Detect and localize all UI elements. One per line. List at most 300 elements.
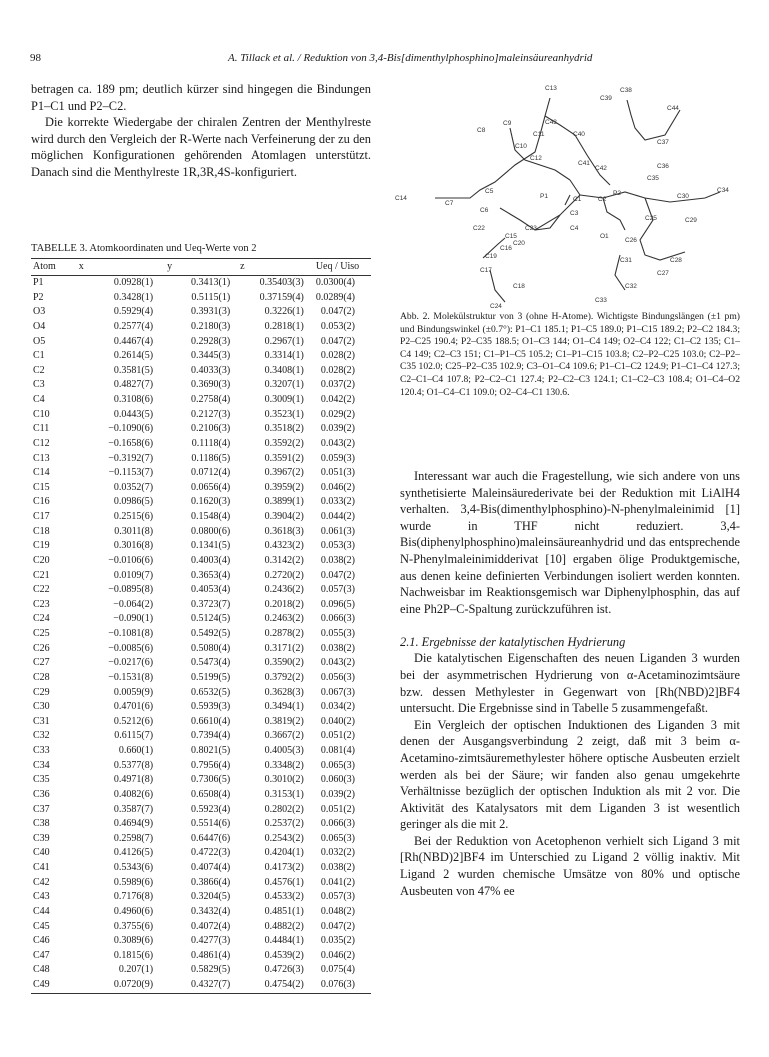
table-cell: O5 [33,335,46,347]
table-cell: C22 [33,584,50,596]
table-cell: 0.2463(2) [264,613,304,625]
table-row [31,876,371,891]
table-cell: P2 [33,291,44,303]
table-cell: −0.1090(6) [108,423,154,435]
table-row [31,583,371,598]
table-cell: 0.040(2) [320,715,355,727]
table-cell: C38 [33,818,50,830]
table-row [31,554,371,569]
page-header [30,52,737,70]
table-cell: 0.046(2) [320,949,355,961]
table-cell: 0.3010(2) [264,774,304,786]
table-cell: 0.3494(1) [264,701,304,713]
table-cell: 0.3518(2) [264,423,304,435]
table-cell: 0.4971(8) [113,774,154,786]
table-cell: 0.065(3) [320,832,355,844]
table-cell: 0.4074(4) [190,862,231,873]
table-cell: C31 [33,715,50,727]
atom-label: C18 [513,283,525,290]
running-head: A. Tillack et al. / Reduktion von 3,4-Bis[dimenthylphosphino]maleinsäureanhydrid [228,52,593,64]
table-cell: 0.0289(4) [315,291,355,303]
table-cell: 0.3016(8) [113,540,154,552]
table-cell: C35 [33,774,50,786]
table-cell: C13 [33,452,50,464]
atom-label: C23 [525,225,537,232]
table-cell: 0.2967(1) [264,335,304,347]
table-cell: 0.6447(6) [190,832,231,844]
table-cell: 0.3523(1) [264,408,304,420]
table-cell: 0.4323(2) [264,540,304,552]
table-cell: 0.043(2) [320,437,355,449]
atom-label: C34 [717,187,729,194]
table-cell: 0.059(3) [320,452,355,464]
table-row [31,846,371,861]
table-row [31,291,371,306]
table-row [31,817,371,832]
table-cell: 0.4861(4) [190,949,231,961]
table-cell: 0.3591(2) [264,452,304,464]
table-cell: 0.060(3) [320,774,355,786]
th-y: y [165,259,238,276]
table-row [31,539,371,554]
table-cell: 0.039(2) [320,423,355,435]
table-cell: 0.038(2) [320,862,355,873]
table-cell: 0.044(2) [320,511,355,522]
right-para-4 [400,833,740,899]
left-para-2 [31,114,371,180]
table-cell: 0.5492(5) [190,628,231,639]
atom-label: C24 [490,303,502,310]
atom-label: C15 [505,233,517,240]
table-row [31,320,371,335]
table-cell: 0.4851(1) [264,905,304,917]
table-cell: 0.039(2) [320,788,355,800]
molecule-figure [395,80,740,310]
table-cell: C49 [31,978,77,993]
table-cell: 0.6532(5) [190,686,231,698]
table-cell: 0.0986(5) [113,496,154,508]
table-row [31,963,371,978]
table-cell: 0.3445(3) [190,350,231,362]
table-cell: 0.3348(2) [264,759,304,771]
table-row [31,949,371,964]
table-cell: C18 [33,525,50,537]
table-cell: 0.3314(1) [264,350,304,362]
table-cell: 0.2758(4) [190,394,231,405]
atom-label: C38 [620,87,632,94]
table-cell: 0.065(3) [320,759,355,771]
table-cell: 0.3866(4) [190,876,231,888]
table-cell: C21 [33,569,50,581]
table-row [31,466,371,481]
table-cell: 0.1548(4) [190,511,231,522]
atom-label: C20 [513,240,525,247]
table-cell: 0.1620(3) [190,496,231,508]
atom-label: C4 [570,225,579,232]
table-cell: 0.6610(4) [190,715,231,727]
atom-label: C10 [515,143,527,150]
table-cell: C45 [33,920,50,932]
table-cell: 0.2515(6) [113,511,154,522]
table-cell: −0.064(2) [113,598,154,610]
table-row [31,378,371,393]
table-row [31,349,371,364]
table-row [31,642,371,657]
atom-label: C1 [573,196,582,203]
table-cell: 0.2598(7) [113,832,154,844]
figure-caption-block [400,311,740,399]
atom-label: C2 [598,196,607,203]
table-cell: 0.075(4) [320,964,355,976]
left-para-1: betragen ca. 189 pm; deutlich kürzer sind hingegen die Bindungen P1–C1 und P2–C2. [31,82,371,113]
table-cell: 0.3653(4) [190,569,231,581]
table-cell: 0.4694(9) [113,818,154,830]
table-cell: 0.4277(3) [190,935,231,947]
table-cell: 0.053(2) [320,320,355,332]
table-cell: C2 [33,364,45,376]
table-cell: 0.3207(1) [264,379,304,391]
table-cell: 0.042(2) [320,394,355,405]
atom-label: C28 [670,257,682,264]
atom-label: C27 [657,270,669,277]
table-cell: 0.3904(2) [264,511,304,522]
table-row [31,510,371,525]
table-row [31,671,371,686]
table-cell: C33 [33,745,50,756]
right-para-2-text: Die katalytischen Eigenschaften des neuen Liganden 3 wurden bei der asymmetrischen Hydrierung von α-Acetaminozimtsäure bzw. dessen Methylester in Gegenwart von [Rh(NBD)2]BF4 untersucht. Die Ergebnisse sind in Tabelle 5 zusammengefaßt. [400,651,740,716]
atom-label: C43 [545,119,557,126]
atom-label: C17 [480,267,492,274]
table-cell: 0.2802(2) [264,803,304,815]
atom-label: C40 [573,131,585,138]
table-cell: 0.4539(2) [264,949,304,961]
page-number: 98 [30,52,41,64]
table-cell: C42 [33,876,50,888]
table-cell: 0.057(3) [320,891,355,903]
table-cell: 0.5929(4) [113,306,154,318]
table-cell: C12 [33,437,50,449]
table-cell: 0.3667(2) [264,730,304,742]
atom-label: C14 [395,195,407,202]
table-cell: 0.047(2) [320,306,355,318]
table-cell: 0.5829(5) [190,964,231,976]
table-row [31,408,371,423]
table-cell: 0.3142(2) [264,554,304,566]
table-cell: 0.7306(5) [190,774,231,786]
table-cell: C34 [33,759,50,771]
table-cell: 0.1341(5) [190,540,231,552]
th-u: Ueq / Uiso [314,259,371,276]
right-para-3 [400,717,740,833]
table-cell: 0.4126(5) [113,847,154,859]
table-cell: −0.0895(8) [108,584,154,596]
table-cell: 0.4722(3) [190,847,231,859]
table-cell: 0.5343(6) [113,862,154,873]
table-cell: 0.056(3) [320,671,355,683]
table-cell: C46 [33,935,50,947]
table-cell: 0.1118(4) [191,437,231,449]
table-row [31,569,371,584]
table-cell: 0.3628(3) [264,686,304,698]
atom-label: C22 [473,225,485,232]
table-row [31,612,371,627]
table-cell: C41 [33,862,50,873]
table-cell: 0.3428(1) [113,291,154,303]
table-cell: −0.1658(6) [108,437,154,449]
table-cell: C37 [33,803,50,815]
table-row [31,788,371,803]
table-cell: 0.4327(7) [165,978,238,993]
table-cell: 0.5923(4) [190,803,231,815]
table-cell: −0.0085(6) [108,642,154,654]
right-para-2 [400,650,740,716]
table-cell: 0.3723(7) [190,598,231,610]
table-cell: O4 [33,320,46,332]
table-cell: C1 [33,350,45,362]
table-cell: C30 [33,701,50,713]
table-row [31,920,371,935]
atom-label: P2 [613,190,621,197]
atom-label: C9 [503,120,512,127]
table-row [31,364,371,379]
right-column [400,468,740,899]
table-cell: C11 [33,423,50,435]
table-cell: 0.3226(1) [264,306,304,318]
table-row [31,393,371,408]
table-cell: 0.032(2) [320,847,355,859]
table-cell: 0.3089(6) [113,935,154,947]
table-cell: 0.2127(3) [190,408,231,420]
atom-label: C39 [600,95,612,102]
atom-label: C31 [620,257,632,264]
table-cell: 0.4533(2) [264,891,304,903]
table-cell: 0.207(1) [118,964,154,976]
table-cell: 0.3931(3) [190,306,231,318]
table-cell: 0.4827(7) [113,379,154,391]
table-cell: 0.2614(5) [113,350,154,362]
table-cell: 0.2180(3) [190,320,231,332]
table-cell: 0.066(3) [320,613,355,625]
table-cell: 0.4726(3) [264,964,304,976]
table-cell: 0.5080(4) [190,642,231,654]
table-row [31,481,371,496]
table-cell: 0.3009(1) [264,394,304,405]
table-cell: 0.3819(2) [264,715,304,727]
right-para-3-text: Ein Vergleich der optischen Induktionen des Liganden 3 mit denen der Ausgangsverbindung 2 zeigt, daß mit 3 beim α-Acetamino-zimtsäuremethylester höhere optische Ausbeuten erzielt werden als bei der Säure; wir fanden also genau umgekehrte Verhältnisse bezüglich der optischen Induktion als mit 2 vor. Die Aktivität des Katalysators mit dem Liganden 3 ist wesentlich geringer als die mit 2. [400,717,740,832]
atom-label: C7 [445,200,454,207]
table-cell: −0.0106(6) [108,554,154,566]
table-row [31,686,371,701]
table-cell: C19 [33,540,50,552]
atom-label: C42 [595,165,607,172]
table-cell: 0.0928(1) [113,277,154,288]
table-cell: P1 [33,277,44,288]
table-cell: 0.2720(2) [264,569,304,581]
table-cell: 0.5115(1) [191,291,231,303]
table-cell: 0.051(3) [320,467,355,479]
table-cell: 0.046(2) [320,481,355,493]
atom-label: C29 [685,217,697,224]
table-cell: 0.7176(8) [113,891,154,903]
table-cell: 0.3432(4) [190,905,231,917]
table-row [31,656,371,671]
table-row [31,627,371,642]
table-cell: 0.3108(6) [113,394,154,405]
table-cell: C16 [33,496,50,508]
table-cell: O3 [33,306,46,318]
table-cell: 0.047(2) [320,335,355,347]
table-cell: 0.0800(6) [190,525,231,537]
table-cell: 0.076(3) [314,978,371,993]
table-cell: 0.2436(2) [264,584,304,596]
table-cell: 0.035(2) [320,935,355,947]
table-cell: −0.1531(8) [108,671,154,683]
table-cell: 0.3153(1) [264,788,304,800]
table-row [31,978,371,993]
table-cell: 0.4754(2) [238,978,314,993]
table-cell: 0.5199(5) [190,671,231,683]
table-cell: 0.057(3) [320,584,355,596]
table-row [31,422,371,437]
table-cell: 0.6115(7) [114,730,154,742]
table-cell: 0.35403(3) [259,277,304,288]
table-cell: 0.038(2) [320,642,355,654]
table-cell: 0.5939(3) [190,701,231,713]
table-cell: 0.3204(5) [190,891,231,903]
table-cell: 0.5124(5) [190,613,231,625]
table-cell: C26 [33,642,50,654]
right-para-1-text: Interessant war auch die Fragestellung, wie sich andere von uns synthetisierte Maleinsäurederivate bei der Reduktion mit LiAlH4 verhalten. 3,4-Bis(dimenthylphosphino)-N-phenylmaleinimid [1] wurde in THF nicht reduziert. 3,4-Bis(diphenylphosphino)maleinsäureanhydrid und das entsprechende N-Phenylmaleinimidderivat [10] ergaben ölige Produktgemische, aus denen keine definierten Verbindungen isoliert werden konnten. Nachweisbar im Reaktionsgemisch war Diphenylphosphin, das auf eine Ph2P–C-Spaltung zurückzuführen ist. [400,469,740,616]
table-cell: C44 [33,905,50,917]
table-cell: 0.2818(1) [264,320,304,332]
table-cell: 0.4484(1) [264,935,304,947]
table-cell: C32 [33,730,50,742]
table-cell: 0.4204(1) [264,847,304,859]
table-cell: 0.2878(2) [264,628,304,639]
table-cell: 0.047(2) [320,920,355,932]
table-cell: 0.4173(2) [264,862,304,873]
table-cell: 0.0712(4) [190,467,231,479]
table-cell: 0.3967(2) [264,467,304,479]
table-row [31,525,371,540]
table-row [31,934,371,949]
table-cell: 0.3408(1) [264,364,304,376]
table-cell: 0.051(2) [320,730,355,742]
table-cell: 0.055(3) [320,628,355,639]
table-cell: −0.1081(8) [108,628,154,639]
table-cell: 0.5212(6) [113,715,154,727]
table-cell: 0.066(3) [320,818,355,830]
atom-label: P1 [540,193,548,200]
table-cell: 0.0109(7) [113,569,154,581]
table-cell: 0.3590(2) [264,657,304,669]
table-cell: 0.7956(4) [190,759,231,771]
table-cell: C40 [33,847,50,859]
table-caption: TABELLE 3. Atomkoordinaten und Ueq-Werte von 2 [31,243,257,254]
table-cell: 0.3959(2) [264,481,304,493]
table-cell: C23 [33,598,50,610]
table-cell: 0.4082(6) [113,788,154,800]
table-row [31,729,371,744]
table-cell: C17 [33,511,50,522]
table-cell: −0.1153(7) [108,467,154,479]
table-row [31,715,371,730]
table-cell: 0.043(2) [320,657,355,669]
table-row [31,276,371,291]
atom-label: C8 [477,127,486,134]
atom-label: C41 [578,160,590,167]
table-row [31,861,371,876]
table-cell: 0.037(2) [320,379,355,391]
table-row [31,803,371,818]
table-row [31,700,371,715]
atom-label: C3 [570,210,579,217]
table-row [31,905,371,920]
table-cell: 0.5989(6) [113,876,154,888]
atom-label: C5 [485,188,494,195]
table-cell: 0.5473(4) [190,657,231,669]
table-row [31,305,371,320]
table-cell: 0.038(2) [320,554,355,566]
table-cell: 0.0656(4) [190,481,231,493]
table-cell: C3 [33,379,45,391]
table-cell: 0.5514(6) [190,818,231,830]
table-cell: 0.028(2) [320,350,355,362]
table-cell: 0.3011(8) [114,525,154,537]
table-cell: 0.3755(6) [113,920,154,932]
table-cell: C4 [33,394,45,405]
table-cell: 0.3899(1) [264,496,304,508]
table-cell: 0.041(2) [320,876,355,888]
table-cell: 0.3690(3) [190,379,231,391]
table-cell: 0.4960(6) [113,905,154,917]
atom-label: C35 [647,175,659,182]
table-row [31,437,371,452]
table-cell: 0.096(5) [320,598,355,610]
table-cell: 0.3618(3) [264,525,304,537]
table-header-row [31,259,371,276]
table-cell: 0.2543(2) [264,832,304,844]
table-row [31,890,371,905]
table-row [31,773,371,788]
table-cell: 0.4072(4) [190,920,231,932]
table-cell: 0.4005(3) [264,745,304,756]
table-cell: C25 [33,628,50,639]
table-cell: 0.3792(2) [264,671,304,683]
table-cell: 0.3587(7) [113,803,154,815]
atom-label: C44 [667,105,679,112]
table-cell: C15 [33,481,50,493]
table-cell: 0.4053(4) [190,584,231,596]
table-cell: 0.3581(5) [113,364,154,376]
atom-label: C16 [500,245,512,252]
table-cell: C27 [33,657,50,669]
table-cell: 0.4033(3) [190,364,231,376]
table-cell: 0.7394(4) [190,730,231,742]
table-cell: 0.3171(2) [264,642,304,654]
table-row [31,832,371,847]
table-cell: 0.0720(9) [77,978,165,993]
table-cell: C39 [33,832,50,844]
th-atom: Atom [31,259,77,276]
atom-label: C30 [677,193,689,200]
th-x: x [77,259,165,276]
table-cell: −0.0217(6) [108,657,154,669]
table-cell: 0.4576(1) [264,876,304,888]
table-cell: 0.4467(4) [113,335,154,347]
table-cell: 0.051(2) [320,803,355,815]
left-column [31,81,371,181]
